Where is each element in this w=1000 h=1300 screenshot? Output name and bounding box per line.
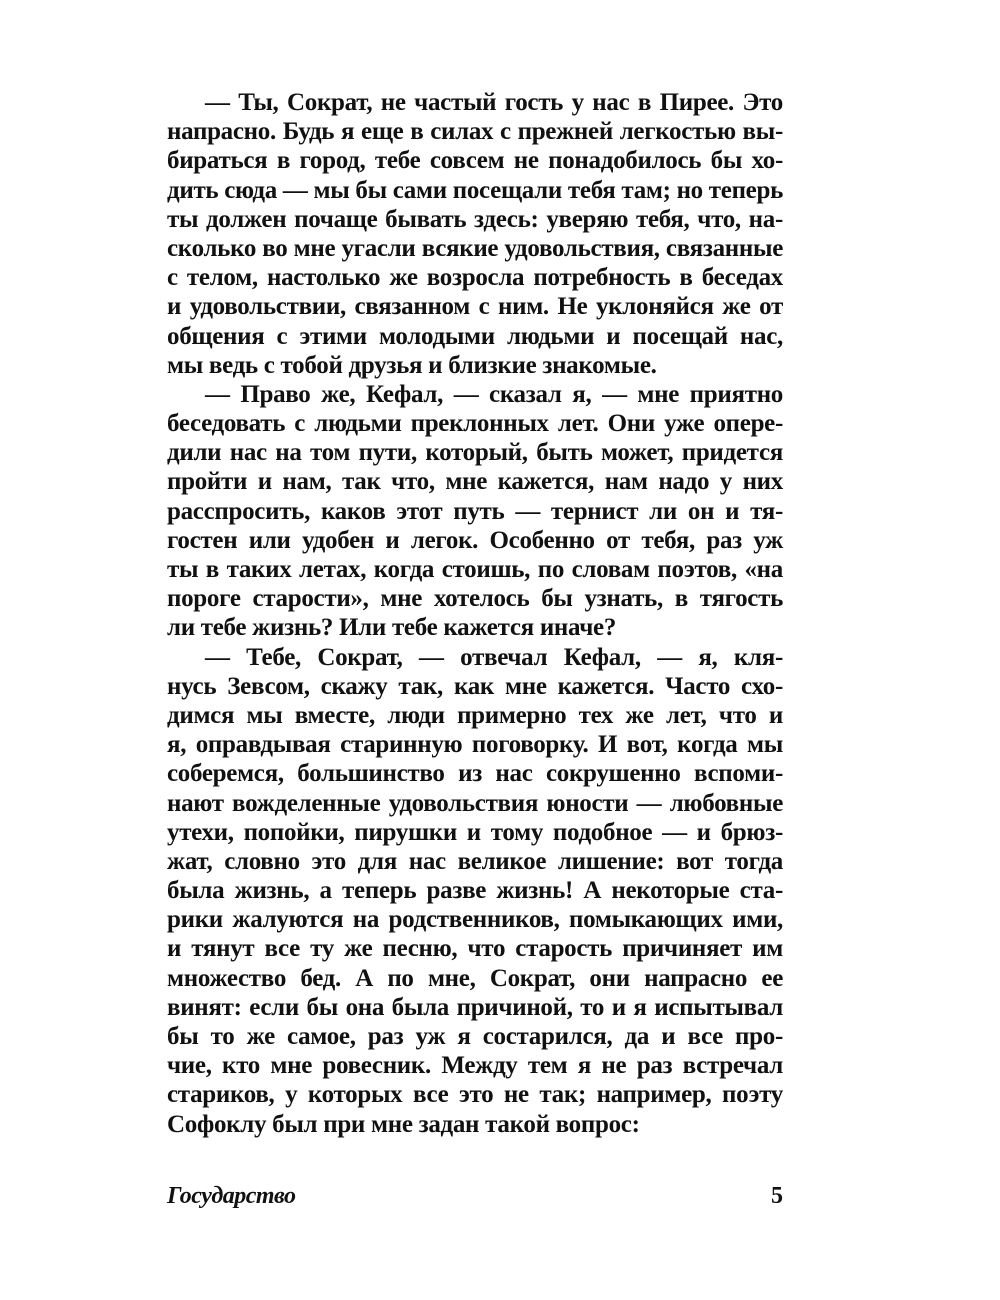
text-line: множество бед. А по мне, Сократ, они напрасно ее [167, 964, 783, 992]
text-line: димся мы вместе, люди примерно тех же лет, что и [167, 701, 783, 729]
text-line: дили нас на том пути, который, быть может, придется [167, 439, 783, 467]
text-line: нают вожделенные удовольствия юности — любовные [167, 789, 783, 817]
text-line: винят: если бы она была причиной, то и я испытывал [167, 993, 783, 1021]
text-line: ли тебе жизнь? Или тебе кажется иначе? [167, 614, 617, 642]
text-line: ты в таких летах, когда стоишь, по словам поэтов, «на [167, 556, 783, 583]
text-line: жат, словно это для нас великое лишение: вот тогда [167, 847, 783, 875]
text-line: бираться в город, тебе совсем не понадобилось бы хо- [167, 147, 783, 175]
text-line: я, оправдывая старинную поговорку. И вот, когда мы [167, 731, 783, 759]
text-line: нусь Зевсом, скажу так, как мне кажется. Часто схо- [167, 672, 783, 700]
text-line: напрасно. Будь я еще в силах с прежней легкостью вы- [167, 118, 783, 146]
text-line: соберемся, большинство из нас сокрушенно вспоми- [167, 760, 783, 788]
text-line: дить сюда — мы бы сами посещали тебя там; но теперь [167, 176, 783, 204]
text-line: Софоклу был при мне задан такой вопрос: [167, 1110, 640, 1138]
paragraph [167, 643, 783, 1139]
text-line: пройти и нам, так что, мне кажется, нам надо у них [167, 468, 783, 496]
text-line: была жизнь, а теперь разве жизнь! А некоторые ста- [167, 877, 783, 905]
text-line: беседовать с людьми преклонных лет. Они уже опере- [167, 410, 783, 438]
text-line: мы ведь с тобой друзья и близкие знакомые. [167, 351, 657, 379]
page-text [167, 88, 783, 1139]
text-line: и удовольствии, связанном с ним. Не уклоняйся же от [167, 293, 783, 321]
text-line: чие, кто мне ровесник. Между тем я не раз встречал [167, 1052, 783, 1080]
paragraph [167, 88, 783, 380]
text-line: ты должен почаще бывать здесь: уверяю тебя, что, на- [167, 205, 783, 233]
text-line: общения с этими молодыми людьми и посещай нас, [167, 322, 783, 350]
text-line: — Тебе, Сократ, — отвечал Кефал, — я, кля- [205, 643, 783, 671]
running-title: Государство [167, 1183, 296, 1209]
text-line: — Право же, Кефал, — сказал я, — мне приятно [205, 380, 783, 408]
text-line: расспросить, каков этот путь — тернист ли он и тя- [167, 497, 783, 525]
text-line: бы то же самое, раз уж я состарился, да и все про- [167, 1023, 783, 1050]
text-line: рики жалуются на родственников, помыкающих ими, [167, 906, 783, 934]
text-line: с телом, настолько же возросла потребность в беседах [167, 264, 783, 292]
text-line: стариков, у которых все это не так; например, поэту [167, 1081, 783, 1109]
page-number: 5 [771, 1183, 783, 1209]
page-footer [167, 1183, 783, 1213]
text-line: — Ты, Сократ, не частый гость у нас в Пирее. Это [205, 89, 783, 116]
text-line: пороге старости», мне хотелось бы узнать, в тягость [167, 585, 783, 613]
text-line: утехи, попойки, пирушки и тому подобное — и брюз- [167, 818, 783, 846]
text-line: сколько во мне угасли всякие удовольствия, связанные [167, 234, 783, 262]
text-line: и тянут все ту же песню, что старость причиняет им [167, 935, 783, 963]
paragraph [167, 380, 783, 643]
text-line: гостен или удобен и легок. Особенно от тебя, раз уж [167, 526, 783, 554]
